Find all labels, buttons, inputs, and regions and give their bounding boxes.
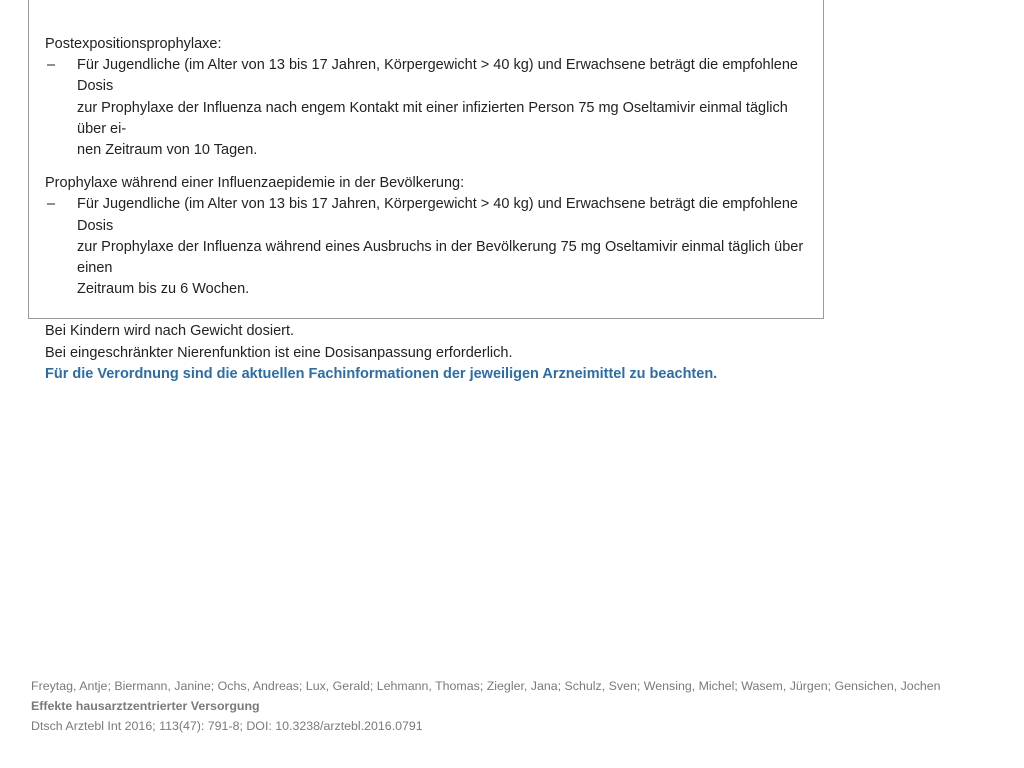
epidemic-prophylaxis-heading: Prophylaxe während einer Influenzaepidemie in der Bevölkerung: <box>45 175 465 192</box>
bullet-line: Für Jugendliche (im Alter von 13 bis 17 Jahren, Körpergewicht > 40 kg) und Erwachsene beträgt die empfohlene Dosis <box>77 196 798 234</box>
bullet-line: Für Jugendliche (im Alter von 13 bis 17 Jahren, Körpergewicht > 40 kg) und Erwachsene beträgt die empfohlene Dosis <box>77 57 798 95</box>
bullet-line: zur Prophylaxe der Influenza nach engem Kontakt mit einer infizierten Person 75 mg Oseltamivir einmal täglich über ei- <box>77 99 788 137</box>
citation-block <box>31 676 1011 736</box>
bullet-dash: – <box>47 196 56 213</box>
epidemic-prophylaxis-bullet <box>45 194 815 300</box>
citation-title: Effekte hausarztzentrierter Versorgung <box>31 699 260 713</box>
citation-source: Dtsch Arztebl Int 2016; 113(47): 791-8; DOI: 10.3238/arztebl.2016.0791 <box>31 719 423 733</box>
bullet-line: Zeitraum bis zu 6 Wochen. <box>77 281 250 298</box>
postexposure-heading: Postexpositionsprophylaxe: <box>45 36 222 52</box>
postexposure-bullet <box>45 55 815 161</box>
box-content <box>45 34 815 385</box>
citation-authors: Freytag, Antje; Biermann, Janine; Ochs, Andreas; Lux, Gerald; Lehmann, Thomas; Ziegler, Jana; Schulz, Sven; Wensing, Michel; Wasem, Jürgen; Gensichen, Jochen <box>31 679 941 693</box>
bullet-dash: – <box>47 57 56 74</box>
bullet-line: nen Zeitraum von 10 Tagen. <box>77 142 258 159</box>
bullet-line: zur Prophylaxe der Influenza während eines Ausbruchs in der Bevölkerung 75 mg Oseltamivir einmal täglich über einen <box>77 238 804 277</box>
children-dosing-note: Bei Kindern wird nach Gewicht dosiert. <box>45 323 295 340</box>
dosage-info-box <box>28 0 824 382</box>
prescription-note: Für die Verordnung sind die aktuellen Fachinformationen der jeweiligen Arzneimittel zu beachten. <box>45 365 718 382</box>
renal-dosing-note: Bei eingeschränkter Nierenfunktion ist eine Dosisanpassung erforderlich. <box>45 344 513 361</box>
